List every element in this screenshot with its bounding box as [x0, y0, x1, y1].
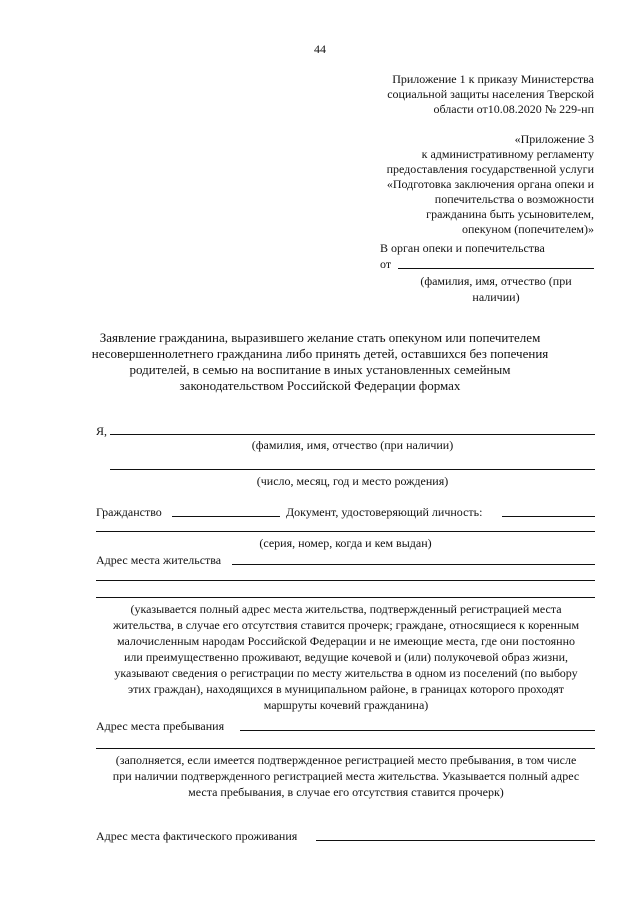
annex-1-line: области от10.08.2020 № 229-нп: [433, 102, 594, 116]
annex-1-line: Приложение 1 к приказу Министерства: [392, 72, 594, 86]
stay-note-line: места пребывания, в случае его отсутствия ставится прочерк): [188, 785, 504, 799]
annex-3-header: [387, 132, 594, 237]
birth-field[interactable]: [110, 469, 595, 470]
residence-field-line-2[interactable]: [96, 580, 595, 581]
stay-note: [96, 752, 596, 800]
i-label: Я,: [96, 424, 108, 438]
residence-note-line: этих граждан), находящихся в муниципальном районе, в границах которого проходят: [128, 682, 564, 696]
from-hint: [396, 273, 596, 305]
annex-3-line: к административному регламенту: [421, 147, 594, 161]
residence-field-line-3[interactable]: [96, 597, 595, 598]
annex-3-line: «Приложение 3: [514, 132, 594, 146]
from-label: от: [380, 257, 392, 271]
title-line: родителей, в семью на воспитание в иных установленных семейным: [129, 362, 511, 377]
residence-label: Адрес места жительства: [96, 553, 222, 567]
residence-note-line: указывают сведения о регистрации по месту жительства в одном из поселений (по выбору: [114, 666, 578, 680]
title-line: несовершеннолетнего гражданина либо принять детей, оставшихся без попечения: [91, 346, 549, 361]
from-hint-line: наличии): [472, 290, 520, 304]
residence-field[interactable]: [232, 564, 595, 565]
fio-field[interactable]: [110, 434, 595, 435]
fio-hint: (фамилия, имя, отчество (при наличии): [251, 438, 454, 452]
document-title: [60, 330, 580, 394]
stay-field-line-2[interactable]: [96, 748, 595, 749]
stay-note-line: при наличии подтвержденного регистрацией места жительства. Указывается полный адрес: [112, 769, 580, 783]
document-label: Документ, удостоверяющий личность:: [286, 505, 483, 519]
stay-label: Адрес места пребывания: [96, 719, 225, 733]
annex-3-line: предоставления государственной услуги: [386, 162, 594, 176]
annex-3-line: гражданина быть усыновителем,: [426, 207, 594, 221]
actual-residence-field[interactable]: [316, 840, 595, 841]
citizenship-field[interactable]: [172, 516, 280, 517]
recipient-organ: В орган опеки и попечительства: [380, 241, 545, 255]
document-hint: (серия, номер, когда и кем выдан): [259, 536, 432, 550]
annex-3-line: попечительства о возможности: [434, 192, 594, 206]
residence-note: [96, 601, 596, 713]
residence-note-line: или преимущественно проживают, ведущие кочевой и (или) полукочевой образ жизни,: [124, 650, 568, 664]
citizenship-label: Гражданство: [96, 505, 162, 519]
birth-hint: (число, месяц, год и место рождения): [256, 474, 449, 488]
stay-note-line: (заполняется, если имеется подтвержденное регистрацией место пребывания, в том числе: [115, 753, 577, 767]
from-field[interactable]: [398, 268, 594, 269]
page-number: 44: [314, 42, 326, 56]
annex-1-line: социальной защиты населения Тверской: [387, 87, 594, 101]
residence-note-line: малочисленным народам Российской Федерации и не имеющие места, где они постоянно: [116, 634, 576, 648]
title-line: законодательством Российской Федерации формах: [179, 378, 461, 393]
residence-note-line: (указывается полный адрес места жительства, подтвержденный регистрацией места: [130, 602, 562, 616]
annex-3-line: «Подготовка заключения органа опеки и: [386, 177, 594, 191]
from-hint-line: (фамилия, имя, отчество (при: [420, 274, 572, 288]
residence-note-line: маршруты кочевий гражданина): [263, 698, 429, 712]
document-details-field[interactable]: [96, 531, 595, 532]
actual-residence-label: Адрес места фактического проживания: [96, 829, 298, 843]
stay-field[interactable]: [240, 730, 595, 731]
title-line: Заявление гражданина, выразившего желание стать опекуном или попечителем: [99, 330, 541, 345]
document-field[interactable]: [502, 516, 595, 517]
residence-note-line: жительства, в случае его отсутствия ставится прочерк; граждане, относящиеся к коренным: [112, 618, 580, 632]
annex-1-header: [387, 72, 594, 117]
annex-3-line: опекуном (попечителем)»: [462, 222, 594, 236]
